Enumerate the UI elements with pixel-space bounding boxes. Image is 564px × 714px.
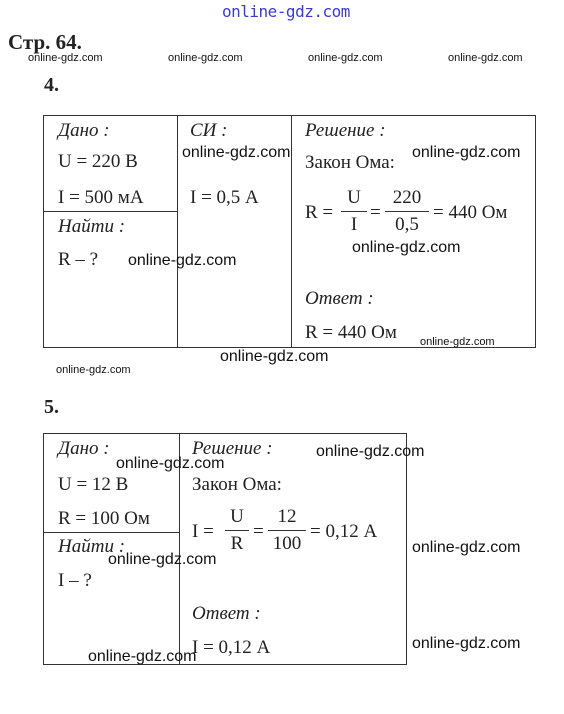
watermark: online-gdz.com (316, 443, 425, 460)
fraction-bar (268, 530, 306, 531)
watermark: online-gdz.com (412, 539, 521, 556)
find-header: Найти : (58, 216, 126, 237)
watermark: online-gdz.com (168, 52, 243, 64)
equation-lhs: R = (305, 202, 334, 223)
fraction-bar (341, 211, 367, 212)
watermark: online-gdz.com (308, 52, 383, 64)
watermark: online-gdz.com (352, 239, 461, 256)
fraction-values (268, 506, 306, 555)
find-resistance: R – ? (58, 249, 99, 270)
given-voltage: U = 220 В (58, 151, 138, 172)
solution-header: Решение : (192, 438, 273, 459)
given-header: Дано : (58, 120, 110, 141)
equation-equals: = (253, 521, 264, 542)
given-voltage: U = 12 В (58, 474, 129, 495)
fraction-numerator: 220 (392, 187, 422, 208)
watermark-top: online-gdz.com (222, 2, 350, 21)
si-header: СИ : (190, 120, 228, 141)
watermark: online-gdz.com (420, 336, 495, 348)
watermark: online-gdz.com (182, 144, 291, 161)
watermark: online-gdz.com (128, 252, 237, 269)
fraction-values (385, 187, 429, 236)
problem-4-number: 4. (44, 74, 59, 96)
fraction-bar (385, 211, 429, 212)
find-current: I – ? (58, 570, 92, 591)
solution-header: Решение : (305, 120, 386, 141)
equation-equals: = (370, 202, 381, 223)
si-current: I = 0,5 А (190, 187, 259, 208)
watermark: online-gdz.com (412, 635, 521, 652)
watermark: online-gdz.com (108, 551, 217, 568)
table-divider (177, 115, 178, 348)
equation-lhs: I = (192, 521, 214, 542)
watermark: online-gdz.com (88, 648, 197, 665)
equation-result: = 0,12 А (310, 521, 378, 542)
table-divider (43, 211, 177, 212)
table-divider (291, 115, 292, 348)
fraction-denominator: I (350, 214, 358, 235)
find-header: Найти : (58, 536, 126, 557)
problem-5-number: 5. (44, 396, 59, 418)
fraction-denominator: 100 (272, 533, 302, 554)
answer-header: Ответ : (192, 603, 261, 624)
watermark: online-gdz.com (28, 52, 103, 64)
fraction-u-over-r (225, 506, 249, 555)
watermark: online-gdz.com (56, 364, 131, 376)
fraction-denominator: 0,5 (395, 214, 419, 235)
equation-result: = 440 Ом (433, 202, 508, 223)
fraction-numerator: U (230, 506, 244, 527)
fraction-numerator: U (347, 187, 361, 208)
table-divider (43, 532, 179, 533)
fraction-denominator: R (230, 533, 244, 554)
answer-value: I = 0,12 А (192, 637, 271, 658)
answer-value: R = 440 Ом (305, 322, 397, 343)
ohms-law-label: Закон Ома: (192, 474, 282, 495)
ohms-law-label: Закон Ома: (305, 152, 395, 173)
answer-header: Ответ : (305, 288, 374, 309)
given-resistance: R = 100 Ом (58, 508, 150, 529)
given-current: I = 500 мА (58, 187, 144, 208)
fraction-bar (225, 530, 249, 531)
watermark: online-gdz.com (448, 52, 523, 64)
watermark: online-gdz.com (116, 455, 225, 472)
fraction-numerator: 12 (277, 506, 297, 527)
page-title: Стр. 64. (8, 30, 82, 54)
watermark: online-gdz.com (412, 144, 521, 161)
watermark: online-gdz.com (220, 348, 329, 365)
fraction-u-over-i (341, 187, 367, 236)
given-header: Дано : (58, 438, 110, 459)
